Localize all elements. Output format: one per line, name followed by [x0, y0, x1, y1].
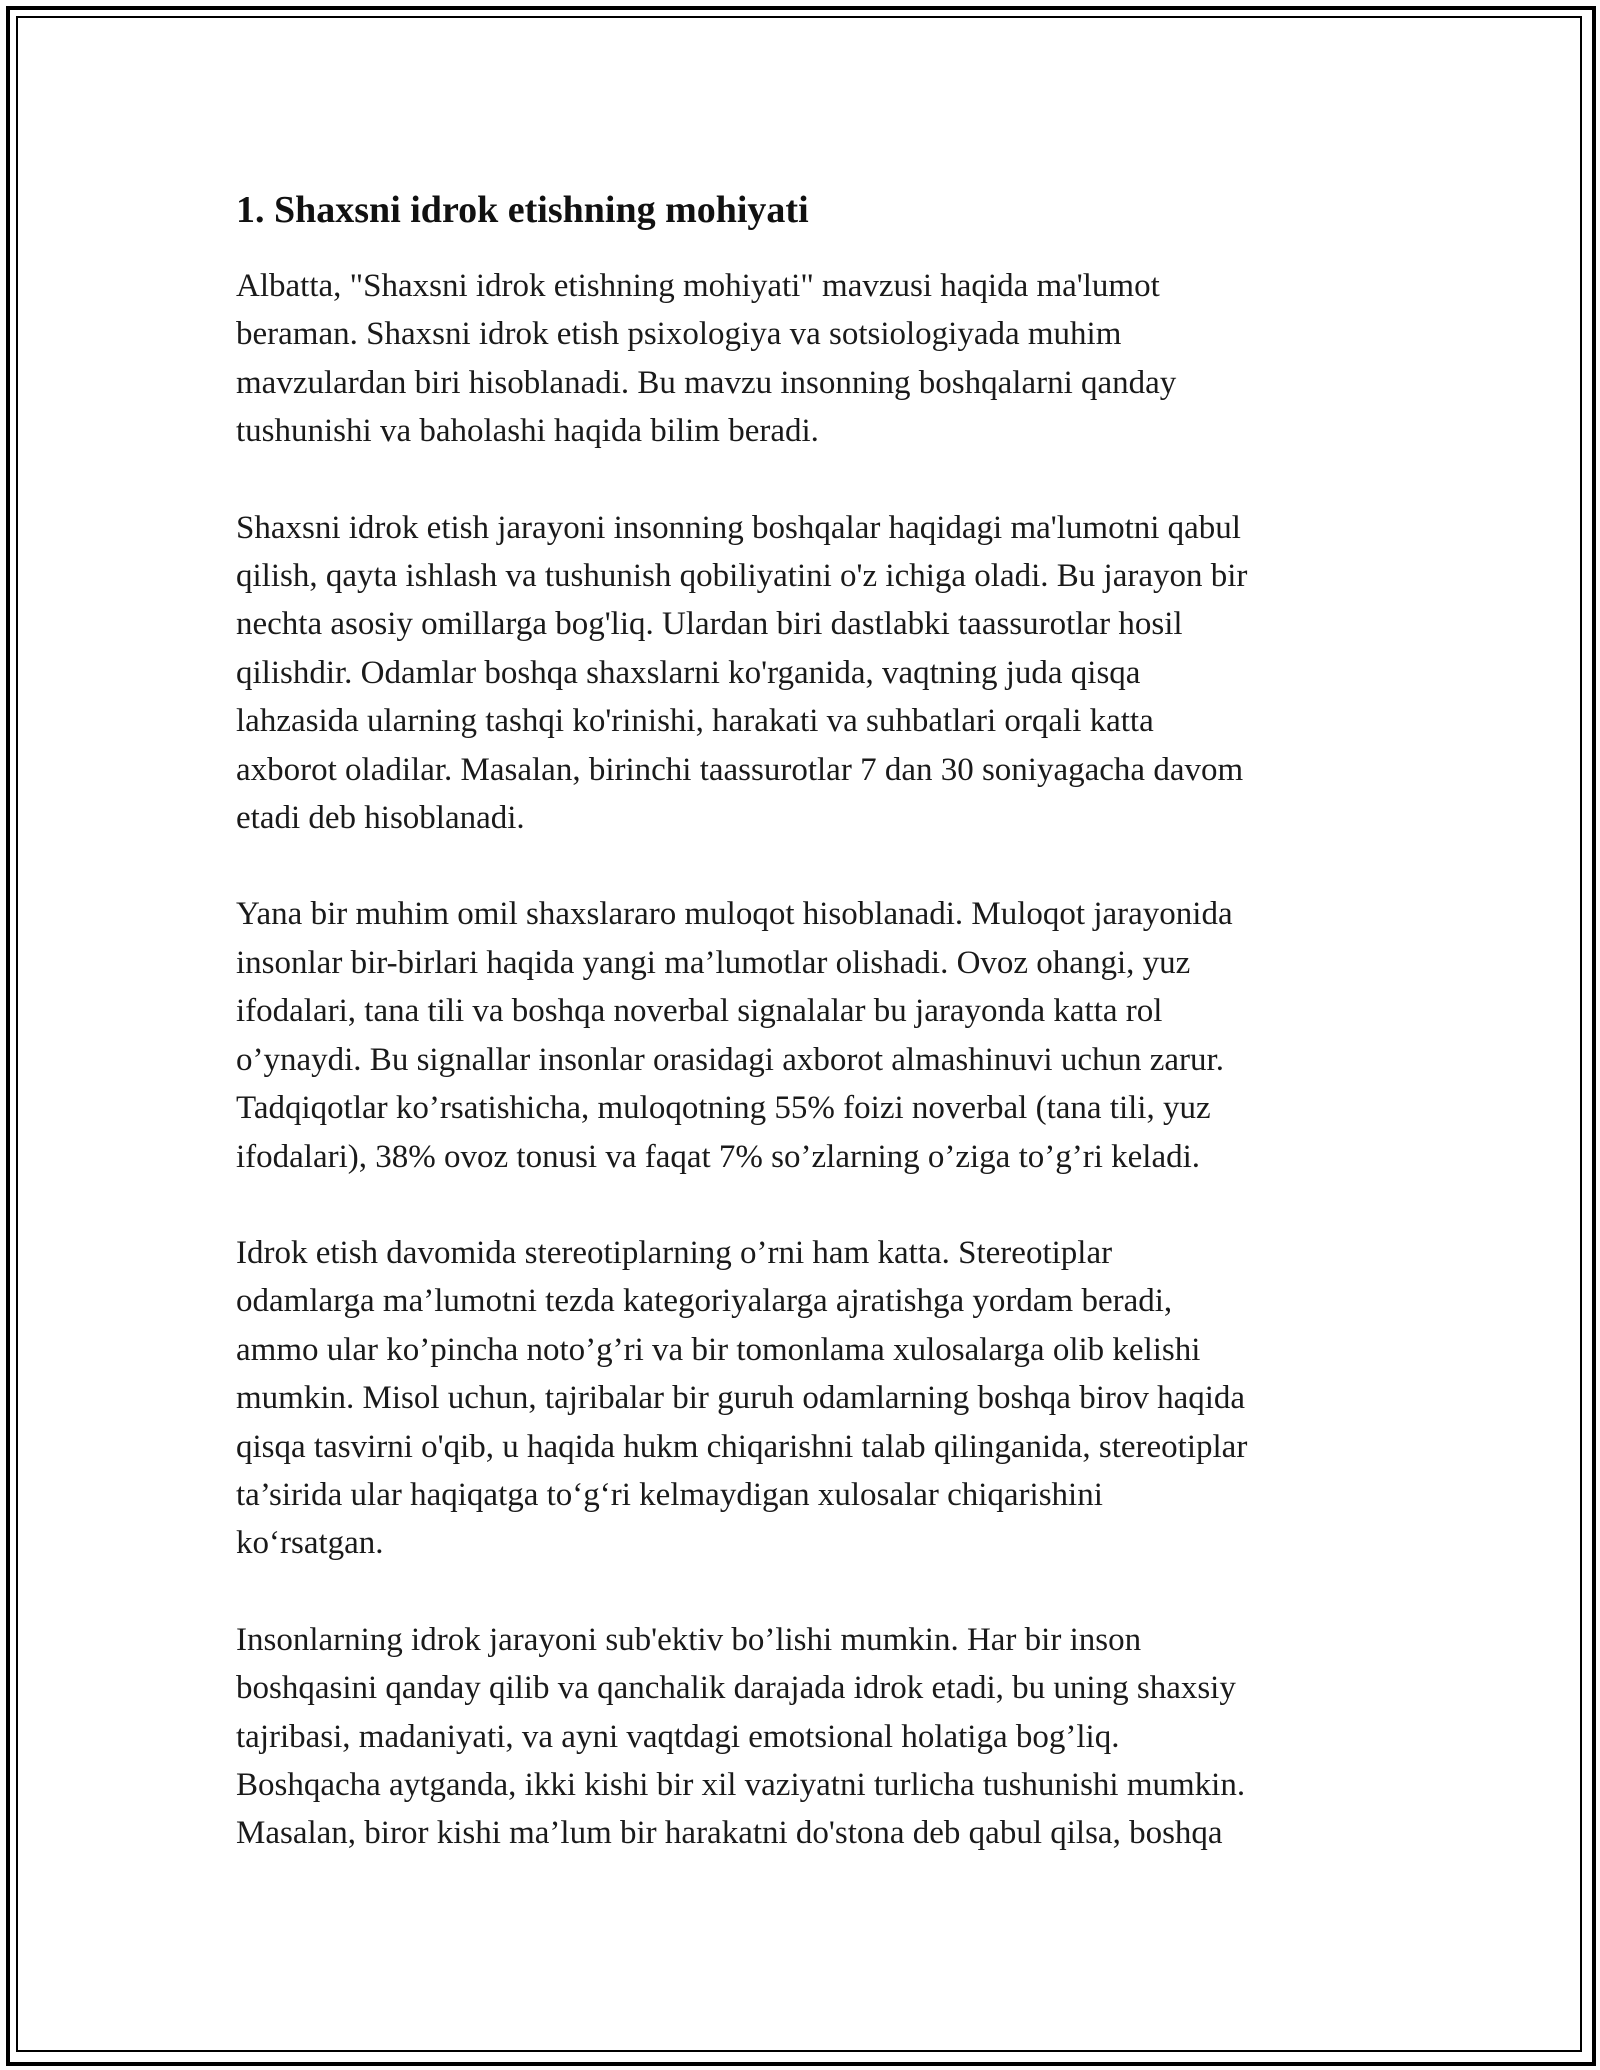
- paragraph-subjectivity: Insonlarning idrok jarayoni sub'ektiv bo’lishi mumkin. Har bir inson boshqasini qanday qilib va qanchalik darajada idrok etadi, bu uning shaxsiy tajribasi, madaniyati, va ayni vaqtdagi emotsional holatiga bog’liq. Boshqacha aytganda, ikki kishi bir xil vaziyatni turlicha tushunishi mumkin. Masalan, biror kishi ma’lum bir harakatni do'stona deb qabul qilsa, boshqa: [236, 1621, 1246, 1852]
- paragraph-communication: Yana bir muhim omil shaxslararo muloqot hisoblanadi. Muloqot jarayonida insonlar bir-birlari haqida yangi ma’lumotlar olishadi. Ovoz ohangi, yuz ifodalari, tana tili va boshqa noverbal signalalar bu jarayonda katta rol o’ynaydi. Bu signallar insonlar orasidagi axborot almashinuvi uchun zarur. Tadqiqotlar ko’rsatishicha, muloqotning 55% foizi noverbal (tana tili, yuz ifodalari), 38% ovoz tonusi va faqat 7% so’zlarning o’ziga to’g’ri keladi.: [236, 896, 1233, 1175]
- paragraph-stereotypes: Idrok etish davomida stereotiplarning o’rni ham katta. Stereotiplar odamlarga ma’lumotni tezda kategoriyalarga ajratishga yordam beradi, ammo ular ko’pincha noto’g’ri va bir tomonlama xulosalarga olib kelishi mumkin. Misol uchun, tajribalar bir guruh odamlarning boshqa birov haqida qisqa tasvirni o'qib, u haqida hukm chiqarishni talab qilinganida, stereotiplar ta’sirida ular haqiqatga to‘g‘ri kelmaydigan xulosalar chiqarishini ko‘rsatgan.: [236, 1234, 1248, 1562]
- document-body: [236, 186, 1366, 1906]
- section-heading: 1. Shaxsni idrok etishning mohiyati: [236, 189, 809, 231]
- paragraph-first-impressions: Shaxsni idrok etish jarayoni insonning boshqalar haqidagi ma'lumotni qabul qilish, qayta ishlash va tushunish qobiliyatini o'z ichiga oladi. Bu jarayon bir nechta asosiy omillarga bog'liq. Ulardan biri dastlabki taassurotlar hosil qilishdir. Odamlar boshqa shaxslarni ko'rganida, vaqtning juda qisqa lahzasida ularning tashqi ko'rinishi, harakati va suhbatlari orqali katta axborot oladilar. Masalan, birinchi taassurotlar 7 dan 30 soniyagacha davom etadi deb hisoblanadi.: [236, 509, 1248, 837]
- paragraph-intro: Albatta, "Shaxsni idrok etishning mohiyati" mavzusi haqida ma'lumot beraman. Shaxsni idrok etish psixologiya va sotsiologiyada muhim mavzulardan biri hisoblanadi. Bu mavzu insonning boshqalarni qanday tushunishi va baholashi haqida bilim beradi.: [236, 268, 1177, 450]
